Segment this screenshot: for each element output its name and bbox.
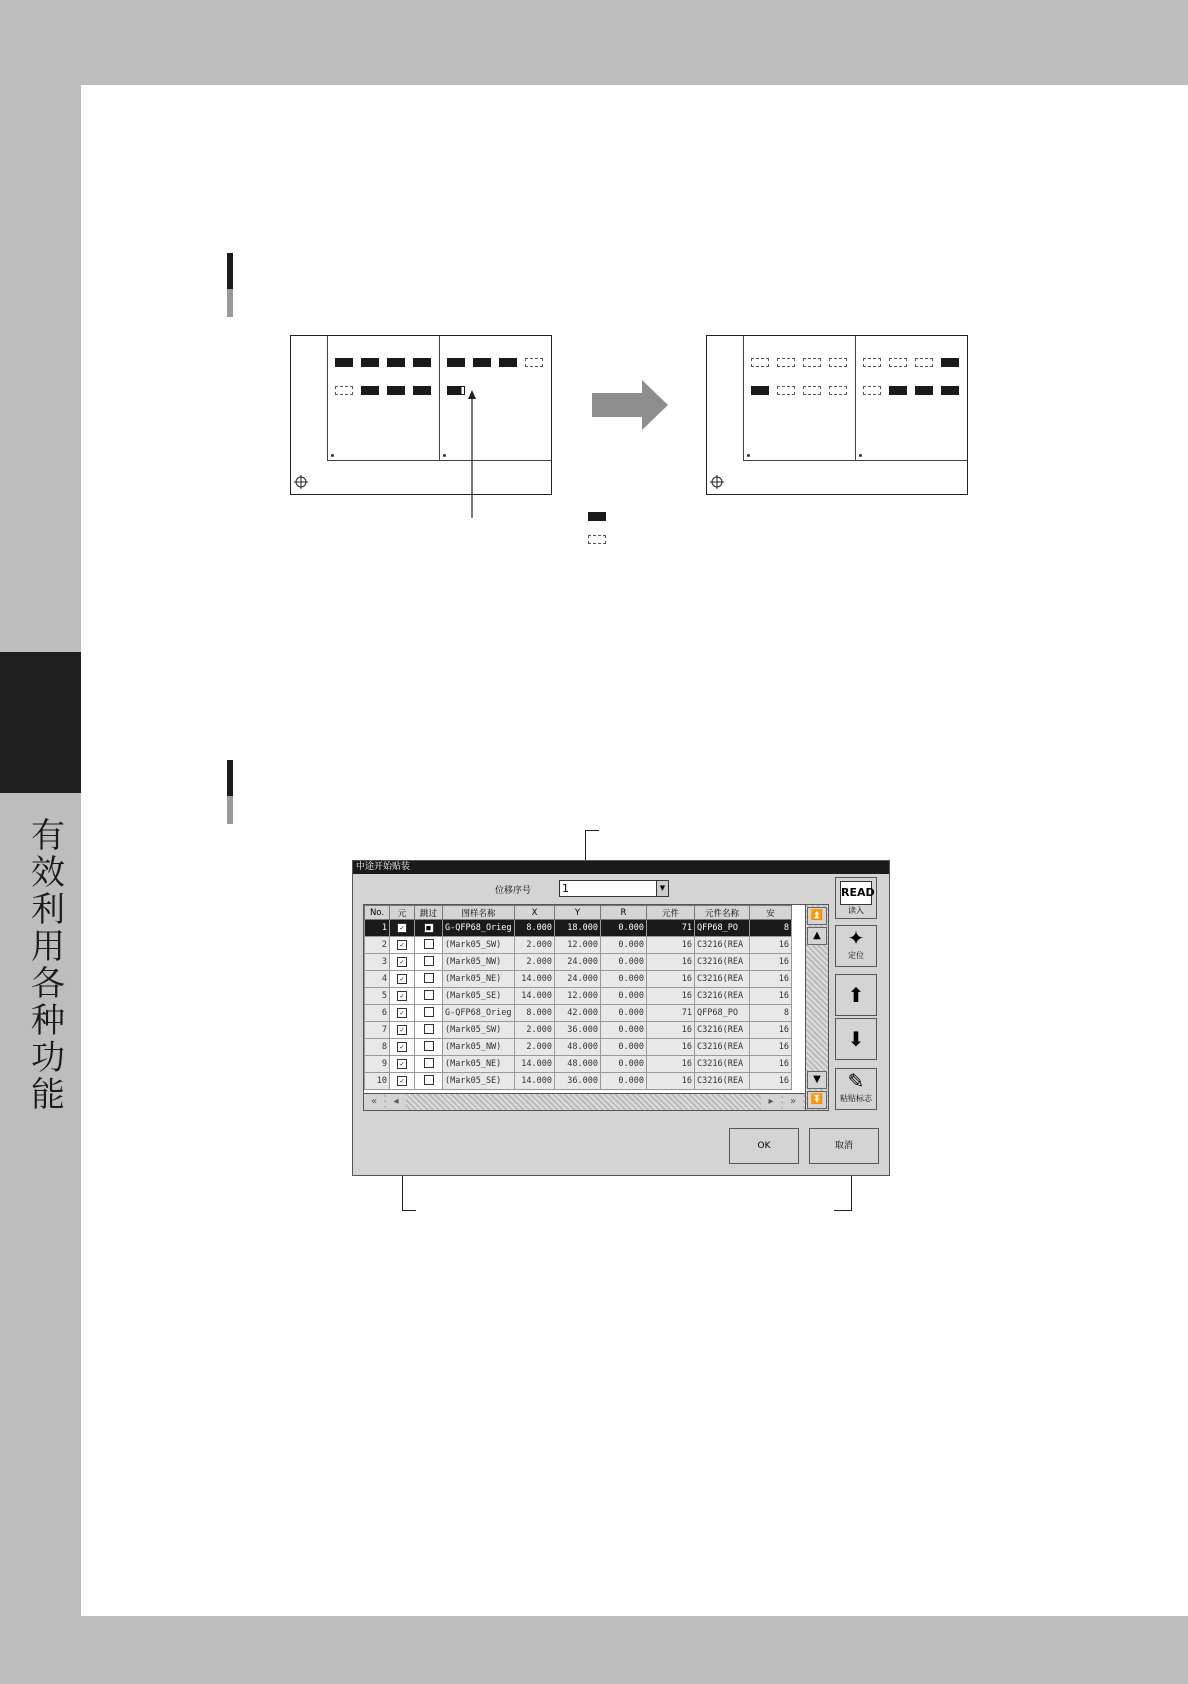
table-cell: 5: [365, 988, 390, 1005]
component-pad: [387, 386, 405, 395]
legend-unmounted-swatch: [588, 535, 606, 544]
checkbox-icon[interactable]: [424, 956, 434, 966]
table-cell: 0.000: [601, 920, 647, 937]
table-cell: 16: [750, 954, 792, 971]
mount-checkbox[interactable]: [390, 1005, 415, 1022]
table-cell: 0.000: [601, 971, 647, 988]
column-header[interactable]: 跳过: [415, 906, 443, 920]
section-label-char: 效: [31, 853, 65, 893]
checkbox-icon[interactable]: [424, 1007, 434, 1017]
table-cell: 16: [647, 1022, 695, 1039]
fiducial-icon: [294, 475, 308, 489]
table-cell: 0.000: [601, 988, 647, 1005]
start-midway-dialog: [352, 860, 890, 1176]
checkbox-icon[interactable]: [424, 939, 434, 949]
component-pad: [829, 386, 847, 395]
checkbox-icon[interactable]: ■: [424, 923, 434, 933]
section-label-char: 能: [31, 1075, 65, 1115]
table-cell: 71: [647, 1005, 695, 1022]
table-row[interactable]: [365, 954, 792, 971]
callout-arrow: [466, 390, 478, 518]
table-cell: G-QFP68_Orieg: [443, 1005, 515, 1022]
table-cell: 0.000: [601, 1073, 647, 1090]
table-row[interactable]: [365, 1022, 792, 1039]
component-pad: [803, 386, 821, 395]
column-header[interactable]: 元件: [647, 906, 695, 920]
component-pad: [863, 386, 881, 395]
scroll-right-icon[interactable]: ▸: [761, 1094, 781, 1110]
ok-button[interactable]: OK: [729, 1128, 799, 1164]
vertical-scrollbar[interactable]: [805, 904, 829, 1111]
locate-icon: ✦: [847, 926, 865, 950]
skip-checkbox[interactable]: [415, 971, 443, 988]
table-row[interactable]: [365, 1056, 792, 1073]
table-row[interactable]: [365, 1039, 792, 1056]
table-cell: (Mark05_SW): [443, 937, 515, 954]
table-row[interactable]: [365, 1073, 792, 1090]
seq-label: 位移序号: [495, 886, 532, 896]
table-cell: C3216(REA: [695, 937, 750, 954]
table-cell: C3216(REA: [695, 1022, 750, 1039]
table-cell: 36.000: [555, 1073, 601, 1090]
checkbox-icon[interactable]: ✓: [397, 940, 407, 950]
column-header[interactable]: 安: [750, 906, 792, 920]
table-row[interactable]: [365, 920, 792, 937]
table-cell: 0.000: [601, 954, 647, 971]
component-pad: [889, 386, 907, 395]
scroll-bottom-icon[interactable]: ⏬: [807, 1091, 827, 1109]
callout-line: [402, 1210, 416, 1211]
table-cell: 0.000: [601, 937, 647, 954]
component-pad: [915, 386, 933, 395]
component-pad: [941, 358, 959, 367]
table-cell: 2: [365, 937, 390, 954]
table-cell: 0.000: [601, 1039, 647, 1056]
table-cell: 14.000: [515, 971, 555, 988]
component-pad: [777, 386, 795, 395]
chevron-down-icon[interactable]: ▼: [656, 881, 668, 896]
table-cell: 16: [750, 1022, 792, 1039]
table-cell: 10: [365, 1073, 390, 1090]
table-cell: 16: [647, 1056, 695, 1073]
table-cell: 8: [750, 920, 792, 937]
table-cell: 18.000: [555, 920, 601, 937]
table-row[interactable]: [365, 1005, 792, 1022]
board-before-diagram: [290, 335, 552, 495]
table-cell: (Mark05_SE): [443, 988, 515, 1005]
section-label: [24, 818, 72, 1114]
table-cell: 7: [365, 1022, 390, 1039]
table-cell: 8: [365, 1039, 390, 1056]
seq-select[interactable]: [559, 880, 669, 897]
legend-mounted-swatch: [588, 512, 606, 521]
mount-checkbox[interactable]: [390, 1022, 415, 1039]
mount-checkbox[interactable]: [390, 1073, 415, 1090]
component-pad: [447, 386, 465, 395]
checkbox-icon[interactable]: ✓: [397, 1042, 407, 1052]
read-button[interactable]: [835, 877, 877, 919]
skip-checkbox[interactable]: [415, 954, 443, 971]
table-cell: 16: [647, 954, 695, 971]
table-cell: (Mark05_NW): [443, 954, 515, 971]
skip-checkbox[interactable]: [415, 920, 443, 937]
table-cell: 16: [647, 1073, 695, 1090]
placement-table: [363, 904, 808, 1111]
section-tab: [0, 652, 81, 793]
arrow-up-icon: ⬆: [847, 983, 865, 1007]
table-cell: 71: [647, 920, 695, 937]
component-pad: [499, 358, 517, 367]
table-cell: 14.000: [515, 1073, 555, 1090]
table-cell: 14.000: [515, 988, 555, 1005]
checkbox-icon[interactable]: ✓: [397, 957, 407, 967]
section-label-char: 功: [31, 1038, 65, 1078]
component-pad: [413, 386, 431, 395]
locate-label: 定位: [848, 951, 864, 960]
cancel-button[interactable]: 取消: [809, 1128, 879, 1164]
table-cell: G-QFP68_Orieg: [443, 920, 515, 937]
checkbox-icon[interactable]: ✓: [397, 1025, 407, 1035]
table-cell: 8.000: [515, 920, 555, 937]
section-label-char: 用: [31, 927, 65, 967]
mount-checkbox[interactable]: [390, 1056, 415, 1073]
table-cell: C3216(REA: [695, 1056, 750, 1073]
component-pad: [829, 358, 847, 367]
checkbox-icon[interactable]: [424, 990, 434, 1000]
horizontal-scrollbar[interactable]: [363, 1093, 808, 1111]
page: [81, 85, 1188, 1616]
table-row[interactable]: [365, 971, 792, 988]
paste-mark-icon: ✎: [847, 1069, 865, 1093]
component-pad: [889, 358, 907, 367]
column-header[interactable]: Y: [555, 906, 601, 920]
arrow-down-icon: ⬇: [847, 1027, 865, 1051]
table-cell: QFP68_PO: [695, 920, 750, 937]
skip-checkbox[interactable]: [415, 1039, 443, 1056]
component-pad: [803, 358, 821, 367]
move-down-button[interactable]: [835, 1018, 877, 1060]
checkbox-icon[interactable]: ✓: [397, 1008, 407, 1018]
column-header[interactable]: 元: [390, 906, 415, 920]
column-header[interactable]: 图样名称: [443, 906, 515, 920]
component-pad: [525, 358, 543, 367]
table-cell: (Mark05_SE): [443, 1073, 515, 1090]
table-cell: 16: [750, 1056, 792, 1073]
table-cell: 16: [750, 988, 792, 1005]
section-marker: [227, 760, 233, 824]
skip-checkbox[interactable]: [415, 1022, 443, 1039]
section-label-char: 各: [31, 964, 65, 1004]
component-pad: [751, 386, 769, 395]
table-cell: 2.000: [515, 1039, 555, 1056]
checkbox-icon[interactable]: [424, 1024, 434, 1034]
component-pad: [447, 358, 465, 367]
dialog-title: 中途开始贴装: [353, 861, 889, 874]
read-label: 读入: [848, 906, 864, 915]
component-pad: [413, 358, 431, 367]
table-cell: 24.000: [555, 971, 601, 988]
table-cell: 16: [647, 1039, 695, 1056]
checkbox-icon[interactable]: ✓: [397, 991, 407, 1001]
board-after-diagram: [706, 335, 968, 495]
checkbox-icon[interactable]: [424, 1075, 434, 1085]
table-cell: 2.000: [515, 954, 555, 971]
checkbox-icon[interactable]: ✓: [397, 923, 407, 933]
column-header[interactable]: No.: [365, 906, 390, 920]
table-cell: 9: [365, 1056, 390, 1073]
component-pad: [863, 358, 881, 367]
checkbox-icon[interactable]: ✓: [397, 1076, 407, 1086]
table-cell: 12.000: [555, 988, 601, 1005]
mount-checkbox[interactable]: [390, 971, 415, 988]
seq-value: 1: [562, 882, 569, 895]
table-cell: 48.000: [555, 1039, 601, 1056]
table-cell: (Mark05_NE): [443, 971, 515, 988]
component-pad: [387, 358, 405, 367]
component-pad: [915, 358, 933, 367]
table-cell: C3216(REA: [695, 988, 750, 1005]
scroll-down-icon[interactable]: ▼: [807, 1071, 827, 1089]
table-cell: 16: [750, 971, 792, 988]
table-cell: 2.000: [515, 1022, 555, 1039]
table-cell: QFP68_PO: [695, 1005, 750, 1022]
table-cell: C3216(REA: [695, 971, 750, 988]
callout-line: [585, 830, 599, 831]
transition-arrow-icon: [592, 380, 670, 430]
mount-checkbox[interactable]: [390, 937, 415, 954]
table-cell: 2.000: [515, 937, 555, 954]
checkbox-icon[interactable]: ✓: [397, 974, 407, 984]
mount-checkbox[interactable]: [390, 954, 415, 971]
table-cell: 0.000: [601, 1005, 647, 1022]
table-cell: 42.000: [555, 1005, 601, 1022]
mount-checkbox[interactable]: [390, 920, 415, 937]
table-cell: C3216(REA: [695, 1039, 750, 1056]
component-pad: [473, 358, 491, 367]
table-cell: (Mark05_SW): [443, 1022, 515, 1039]
table-row[interactable]: [365, 988, 792, 1005]
table-cell: 4: [365, 971, 390, 988]
table-cell: 3: [365, 954, 390, 971]
table-cell: 16: [647, 971, 695, 988]
column-header[interactable]: 元件名称: [695, 906, 750, 920]
table-cell: 0.000: [601, 1056, 647, 1073]
mount-checkbox[interactable]: [390, 1039, 415, 1056]
callout-line: [834, 1210, 852, 1211]
table-cell: 24.000: [555, 954, 601, 971]
skip-checkbox[interactable]: [415, 1073, 443, 1090]
scroll-left-icon[interactable]: ◂: [386, 1094, 406, 1110]
checkbox-icon[interactable]: [424, 1041, 434, 1051]
skip-checkbox[interactable]: [415, 988, 443, 1005]
component-pad: [335, 358, 353, 367]
paste-mark-button[interactable]: [835, 1068, 877, 1110]
table-cell: 12.000: [555, 937, 601, 954]
section-marker: [227, 253, 233, 317]
component-pad: [361, 386, 379, 395]
locate-button[interactable]: [835, 925, 877, 967]
section-label-char: 利: [31, 890, 65, 930]
skip-checkbox[interactable]: [415, 1005, 443, 1022]
checkbox-icon[interactable]: [424, 973, 434, 983]
table-row[interactable]: [365, 937, 792, 954]
table-cell: 8: [750, 1005, 792, 1022]
section-label-char: 有: [31, 816, 65, 856]
table-cell: 6: [365, 1005, 390, 1022]
table-cell: C3216(REA: [695, 1073, 750, 1090]
checkbox-icon[interactable]: [424, 1058, 434, 1068]
column-header[interactable]: R: [601, 906, 647, 920]
table-cell: 16: [750, 937, 792, 954]
table-cell: 16: [750, 1073, 792, 1090]
scroll-up-icon[interactable]: ▲: [807, 927, 827, 945]
move-up-button[interactable]: [835, 974, 877, 1016]
component-pad: [751, 358, 769, 367]
section-label-char: 种: [31, 1001, 65, 1041]
table-cell: 36.000: [555, 1022, 601, 1039]
table-cell: 16: [647, 937, 695, 954]
skip-checkbox[interactable]: [415, 1056, 443, 1073]
table-cell: 14.000: [515, 1056, 555, 1073]
table-cell: 8.000: [515, 1005, 555, 1022]
paste-mark-label: 粘贴标志: [840, 1094, 872, 1103]
scroll-top-icon[interactable]: ⏫: [807, 907, 827, 925]
table-cell: 16: [750, 1039, 792, 1056]
checkbox-icon[interactable]: ✓: [397, 1059, 407, 1069]
component-pad: [941, 386, 959, 395]
mount-checkbox[interactable]: [390, 988, 415, 1005]
scroll-first-icon[interactable]: «: [364, 1094, 384, 1110]
table-cell: 1: [365, 920, 390, 937]
table-cell: 0.000: [601, 1022, 647, 1039]
component-pad: [777, 358, 795, 367]
component-pad: [335, 386, 353, 395]
fiducial-icon: [710, 475, 724, 489]
skip-checkbox[interactable]: [415, 937, 443, 954]
scroll-last-icon[interactable]: »: [783, 1094, 803, 1110]
table-cell: 16: [647, 988, 695, 1005]
column-header[interactable]: X: [515, 906, 555, 920]
read-icon: READ: [840, 881, 872, 905]
table-cell: (Mark05_NW): [443, 1039, 515, 1056]
table-cell: C3216(REA: [695, 954, 750, 971]
component-pad: [361, 358, 379, 367]
table-cell: 48.000: [555, 1056, 601, 1073]
table-cell: (Mark05_NE): [443, 1056, 515, 1073]
